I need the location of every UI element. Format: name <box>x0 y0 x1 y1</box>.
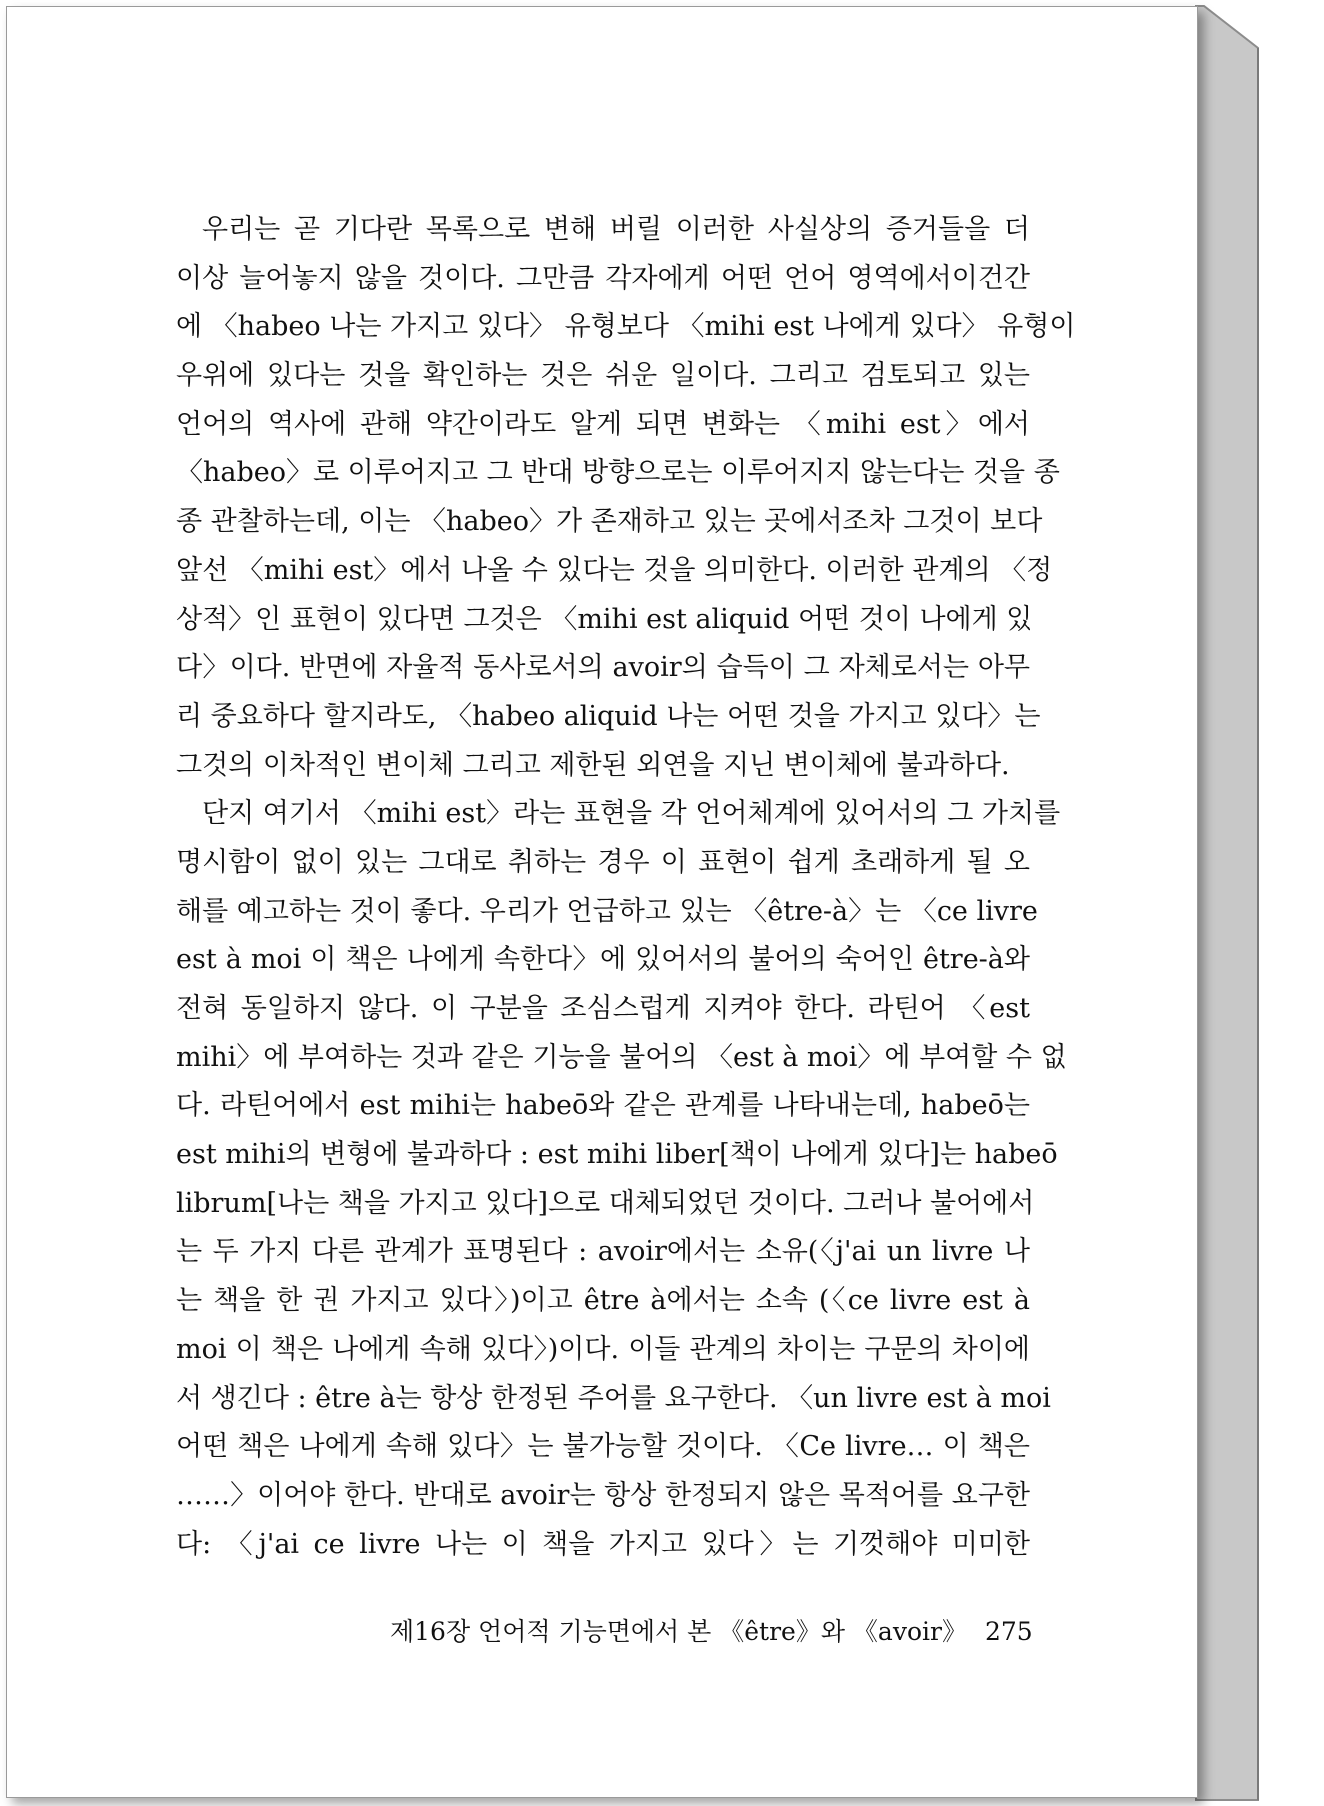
text-line: 우리는 곧 기다란 목록으로 변해 버릴 이러한 사실상의 증거들을 더 <box>202 214 1030 245</box>
text-line: 우위에 있다는 것을 확인하는 것은 쉬운 일이다. 그리고 검토되고 있는 <box>176 360 1030 392</box>
text-line: 언어의 역사에 관해 약간이라도 알게 되면 변화는 〈mihi est〉에서 <box>176 408 1030 440</box>
text-line: 명시함이 없이 있는 그대로 취하는 경우 이 표현이 쉽게 초래하게 될 오 <box>176 846 1030 878</box>
text-line: 어떤 책은 나에게 속해 있다〉는 불가능할 것이다. 〈Ce livre… 이 책은 <box>176 1431 1030 1463</box>
page-number: 275 <box>984 1617 1033 1646</box>
text-line: 그것의 이차적인 변이체 그리고 제한된 외연을 지닌 변이체에 불과하다. <box>176 749 1010 781</box>
text-line: 다〉이다. 반면에 자율적 동사로서의 avoir의 습득이 그 자체로서는 아무 <box>176 652 1030 684</box>
running-title: 제16장 언어적 기능면에서 본 《être》와 《avoir》 <box>390 1617 967 1646</box>
text-line: 는 책을 한 권 가지고 있다〉)이고 être à에서는 소속 (〈ce livre est à <box>176 1285 1030 1317</box>
text-line: 종 관찰하는데, 이는 〈habeo〉가 존재하고 있는 곳에서조차 그것이 보다 <box>176 506 1043 538</box>
text-line: 는 두 가지 다른 관계가 표명된다 : avoir에서는 소유(〈j'ai un livre 나 <box>176 1236 1030 1268</box>
text-line: 이상 늘어놓지 않을 것이다. 그만큼 각자에게 어떤 언어 영역에서이건간 <box>176 262 1030 294</box>
paragraph-1 <box>176 206 1076 790</box>
text-line: ……〉이어야 한다. 반대로 avoir는 항상 한정되지 않은 목적어를 요구한 <box>176 1479 1030 1511</box>
text-line: librum[나는 책을 가지고 있다]으로 대체되었던 것이다. 그러나 불어에서 <box>176 1187 1035 1219</box>
text-line: 전혀 동일하지 않다. 이 구분을 조심스럽게 지켜야 한다. 라틴어 〈est <box>176 993 1030 1024</box>
text-line: 리 중요하다 할지라도, 〈habeo aliquid 나는 어떤 것을 가지고 있다〉는 <box>176 700 1041 732</box>
text-line: 다. 라틴어에서 est mihi는 habeō와 같은 관계를 나타내는데, habeō는 <box>176 1090 1030 1122</box>
body-text <box>176 206 1076 1569</box>
text-line: est à moi 이 책은 나에게 속한다〉에 있어서의 불어의 숙어인 être-à와 <box>176 944 1030 976</box>
text-line: 앞선 〈mihi est〉에서 나올 수 있다는 것을 의미한다. 이러한 관계의 〈정 <box>176 554 1053 586</box>
text-line: 상적〉인 표현이 있다면 그것은 〈mihi est aliquid 어떤 것이 나에게 있 <box>176 603 1033 635</box>
text-line: 서 생긴다 : être à는 항상 한정된 주어를 요구한다. 〈un livre est à moi <box>176 1382 1051 1414</box>
text-line: moi 이 책은 나에게 속해 있다〉)이다. 이들 관계의 차이는 구문의 차이에 <box>176 1333 1030 1365</box>
text-line: mihi〉에 부여하는 것과 같은 기능을 불어의 〈est à moi〉에 부여할 수 없 <box>176 1041 1067 1073</box>
text-line: 다: 〈j'ai ce livre 나는 이 책을 가지고 있다〉는 기껏해야 미미한 <box>176 1528 1030 1560</box>
page-footer <box>390 1612 1033 1648</box>
text-line: est mihi의 변형에 불과하다 : est mihi liber[책이 나에게 있다]는 habeō <box>176 1139 1058 1171</box>
text-line: 에 〈habeo 나는 가지고 있다〉 유형보다 〈mihi est 나에게 있다〉 유형이 <box>176 311 1076 343</box>
text-line: 〈habeo〉로 이루어지고 그 반대 방향으로는 이루어지지 않는다는 것을 종 <box>176 457 1060 489</box>
text-line: 해를 예고하는 것이 좋다. 우리가 언급하고 있는 〈être-à〉는 〈ce livre <box>176 895 1038 927</box>
paragraph-2 <box>176 790 1067 1569</box>
text-line: 단지 여기서 〈mihi est〉라는 표현을 각 언어체계에 있어서의 그 가치를 <box>202 798 1061 830</box>
